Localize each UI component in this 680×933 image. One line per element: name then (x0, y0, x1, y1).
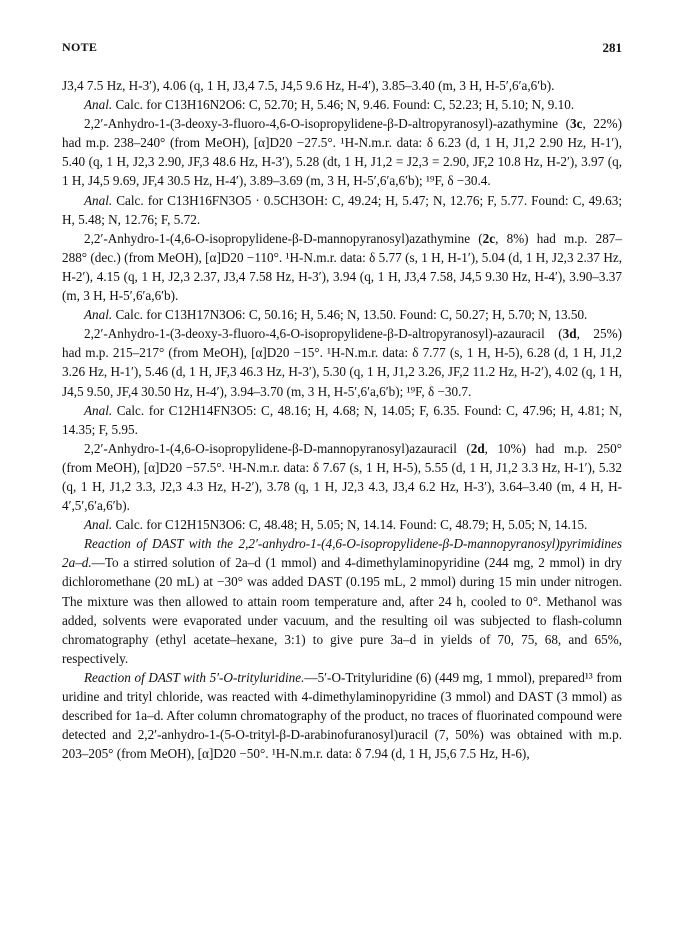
paragraph-compound-3c: 2,2′-Anhydro-1-(3-deoxy-3-fluoro-4,6-O-isopropylidene-β-D-altropyranosyl)-azathymine (3c, 22%) had m.p. 238–240° (from MeOH), [α]D20 −27.5°. ¹H-N.m.r. data: δ 6.23 (d, 1 H, J1,2 2.90 Hz, H-1′), 5.40 (q, 1 H, J2,3 2.90, JF,3 48.6 Hz, H-3′), 5.28 (dt, 1 H, J1,2 = J2,3 = 2.90, JF,2 10.8 Hz, H-2′), 3.97 (q, 1 H, J4,5 9.69, JF,4 30.5 Hz, H-4′), 3.89–3.69 (m, 3 H, H-5′,6′a,6′b); ¹⁹F, δ −30.4. (62, 116, 622, 189)
paragraph-analysis-1: Anal. Calc. for C13H16N2O6: C, 52.70; H, 5.46; N, 9.46. Found: C, 52.23; H, 5.10; N, 9.10. (84, 97, 575, 113)
paragraph-compound-3d: 2,2′-Anhydro-1-(3-deoxy-3-fluoro-4,6-O-isopropylidene-β-D-altropyranosyl)-azauracil (3d, 25%) had m.p. 215–217° (from MeOH), [α]D20 −15°. ¹H-N.m.r. data: δ 7.77 (s, 1 H, H-5), 6.28 (d, 1 H, J1,2 3.26 Hz, H-1′), 5.46 (d, 1 H, JF,3 46.3 Hz, H-3′), 5.30 (q, 1 H, J1,2 3.26, JF,2 11.2 Hz, H-2′), 4.02 (q, 1 H, J4,5 9.50, JF,4 30.50 Hz, H-4′), 3.94–3.70 (m, 3 H, H-5′,6′a,6′b); ¹⁹F, δ −30.7. (62, 326, 622, 399)
page-number: 281 (602, 40, 622, 55)
section-heading-dast-pyrimidines: Reaction of DAST with the 2,2′-anhydro-1-(4,6-O-isopropylidene-β-D-mannopyranosyl)pyrimidines 2a–d. (62, 536, 622, 571)
paragraph-analysis-3c: Anal. Calc. for C13H16FN3O5 · 0.5CH3OH: C, 49.24; H, 5.47; N, 12.76; F, 5.77. Found: C, 49.63; H, 5.48; N, 12.76; F, 5.72. (62, 192, 622, 227)
header-section-label: NOTE (62, 40, 98, 54)
compound-id-2c: 2c (482, 230, 496, 246)
paragraph-compound-2d: 2,2′-Anhydro-1-(4,6-O-isopropylidene-β-D-mannopyranosyl)azauracil (2d, 10%) had m.p. 250° (from MeOH), [α]D20 −57.5°. ¹H-N.m.r. data: δ 7.67 (s, 1 H, H-5), 5.55 (d, 1 H, J1,2 3.3 Hz, H-1′), 5.32 (q, 1 H, J1,2 3.3, J2,3 4.3 Hz, H-2′), 3.78 (q, 1 H, J2,3 4.3, J3,4 6.2 Hz, H-3′), 3.64–3.40 (m, 4 H, H-4′,5′,6′a,6′b). (62, 440, 622, 514)
paragraph-nmr-continuation: J3,4 7.5 Hz, H-3′), 4.06 (q, 1 H, J3,4 7.5, J4,5 9.6 Hz, H-4′), 3.85–3.40 (m, 3 H, H-5′,6′a,6′b). (62, 78, 555, 93)
paragraph-compound-2c: 2,2′-Anhydro-1-(4,6-O-isopropylidene-β-D-mannopyranosyl)azathymine (2c, 8%) had m.p. 287–288° (dec.) (from MeOH), [α]D20 −110°. ¹H-N.m.r. data: δ 5.77 (s, 1 H, H-1′), 5.04 (d, 1 H, J2,3 2.37 Hz, H-2′), 4.15 (q, 1 H, J2,3 2.37, J3,4 7.58 Hz, H-3′), 3.94 (q, 1 H, J3,4 7.58, J4,5 9.30 Hz, H-4′), 3.90–3.37 (m, 3 H, H-5′,6′a,6′b). (62, 230, 622, 304)
compound-id-3c: 3c (570, 116, 583, 132)
running-header (62, 40, 622, 58)
compound-id-3d: 3d (562, 326, 577, 342)
paragraph-analysis-3d: Anal. Calc. for C12H14FN3O5: C, 48.16; H, 4.68; N, 14.05; F, 6.35. Found: C, 47.96; H, 4.81; N, 14.35; F, 5.95. (62, 402, 622, 437)
compound-id-2d: 2d (470, 440, 485, 456)
paragraph-reaction-dast-trityluridine: Reaction of DAST with 5′-O-trityluridine.—5′-O-Trityluridine (6) (449 mg, 1 mmol), prepared¹³ from uridine and trityl chloride, was reacted with 4-dimethylaminopyridine (3 mmol) and DAST (3 mmol) as described for 1a–d. After column chromatography of the product, no traces of fluorinated compound were detected and 2,2′-anhydro-1-(5-O-trityl-β-D-arabinofuranosyl)uracil (7, 50%) was obtained with m.p. 203–205° (from MeOH), [α]D20 −50°. ¹H-N.m.r. data: δ 7.94 (d, 1 H, J5,6 7.5 Hz, H-6), (62, 669, 622, 762)
paragraph-analysis-2c: Anal. Calc. for C13H17N3O6: C, 50.16; H, 5.46; N, 13.50. Found: C, 50.27; H, 5.70; N, 13.50. (84, 307, 588, 323)
section-heading-dast-trityluridine: Reaction of DAST with 5′-O-trityluridine. (84, 669, 305, 685)
paragraph-reaction-dast-pyrimidines: Reaction of DAST with the 2,2′-anhydro-1-(4,6-O-isopropylidene-β-D-mannopyranosyl)pyrimidines 2a–d.—To a stirred solution of 2a–d (1 mmol) and 4-dimethylaminopyridine (244 mg, 2 mmol) in dry dichloromethane (20 mL) at −30° was added DAST (0.195 mL, 2 mmol) during 15 min under nitrogen. The mixture was then allowed to attain room temperature and, after 24 h, cooled to 0°. Methanol was added, solvents were evaporated under vacuum, and the resulting oil was subjected to flash-column chromatography (ethyl acetate–hexane, 3:1) to give pure 3a–d in yields of 70, 75, 68, and 65%, respectively. (62, 536, 622, 666)
paragraph-analysis-2d: Anal. Calc. for C12H15N3O6: C, 48.48; H, 5.05; N, 14.14. Found: C, 48.79; H, 5.05; N, 14.15. (84, 517, 588, 533)
article-body (62, 76, 622, 763)
